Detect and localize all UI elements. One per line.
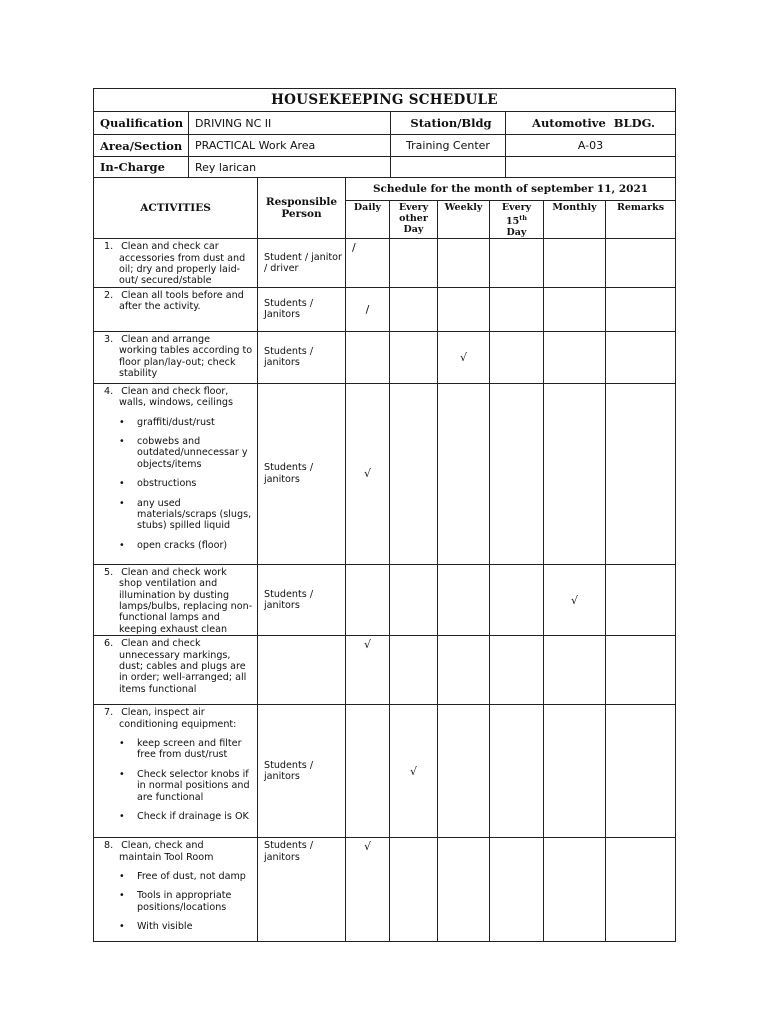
- qualification-label: Qualification: [94, 112, 189, 135]
- bullet-item: [100, 811, 253, 822]
- bullet-item: [100, 478, 253, 489]
- bullet-item: [100, 540, 253, 551]
- activity-bullets: [100, 871, 253, 933]
- schedule-mark-daily: √: [346, 838, 390, 941]
- bullet-text: With visible: [137, 921, 193, 933]
- activity-bullets: [100, 417, 253, 552]
- schedule-mark-every-other-day: [390, 287, 438, 331]
- activity-continuation: shop ventilation and illumination by dusting lamps/bulbs, replacing non-functional lamps and keeping exhaust clean: [119, 578, 253, 635]
- schedule-mark-weekly: √: [438, 331, 490, 383]
- schedule-mark-daily: √: [346, 636, 390, 705]
- col-15th-day: Day: [506, 227, 527, 239]
- activity-row: [94, 287, 676, 331]
- bullet-text: open cracks (floor): [137, 539, 228, 551]
- schedule-mark-weekly: [438, 564, 490, 635]
- center-value: Training Center: [391, 135, 506, 157]
- schedule-mark-every-15th: [490, 564, 544, 635]
- schedule-mark-monthly: [544, 239, 606, 288]
- activity-number: 2.: [104, 289, 114, 301]
- responsible-cell: Students / janitors: [258, 383, 346, 564]
- schedule-mark-daily: √: [346, 383, 390, 564]
- activity-cell: [94, 838, 258, 941]
- activity-number: 8.: [104, 840, 114, 852]
- schedule-mark-every-other-day: [390, 838, 438, 941]
- bullet-text: obstructions: [137, 478, 197, 490]
- bullet-text: any used materials/scraps (slugs, stubs) spilled liquid: [137, 497, 252, 532]
- bullet-icon: •: [119, 890, 125, 902]
- schedule-mark-monthly: [544, 838, 606, 941]
- responsible-cell: [258, 636, 346, 705]
- activity-row: [94, 239, 676, 288]
- activity-text: [100, 707, 253, 730]
- responsible-cell: Student / janitor / driver: [258, 239, 346, 288]
- schedule-mark-remarks: [606, 705, 676, 838]
- schedule-mark-every-other-day: [390, 564, 438, 635]
- schedule-mark-every-other-day: [390, 636, 438, 705]
- schedule-mark-every-other-day: [390, 239, 438, 288]
- activity-first-line: Clean, check and: [121, 840, 204, 852]
- schedule-mark-monthly: [544, 705, 606, 838]
- activity-row: [94, 564, 676, 635]
- responsible-cell: Students / janitors: [258, 564, 346, 635]
- activity-first-line: Clean, inspect air: [121, 707, 205, 719]
- schedule-mark-daily: [346, 705, 390, 838]
- activity-text: [100, 334, 253, 380]
- schedule-mark-monthly: [544, 383, 606, 564]
- activity-continuation: maintain Tool Room: [119, 851, 214, 863]
- activity-first-line: Clean and check: [121, 638, 201, 650]
- bullet-icon: •: [119, 921, 125, 933]
- schedule-mark-remarks: [606, 564, 676, 635]
- schedule-mark-daily: /: [346, 287, 390, 331]
- activity-continuation: walls, windows, ceilings: [119, 397, 233, 409]
- activity-first-line: Clean all tools before and: [121, 289, 244, 301]
- activity-cell: [94, 383, 258, 564]
- col-15th-sup: th: [519, 214, 527, 222]
- bullet-icon: •: [119, 436, 125, 447]
- bullet-item: [100, 890, 253, 913]
- activity-text: [100, 290, 253, 313]
- activity-cell: [94, 636, 258, 705]
- activity-row: [94, 331, 676, 383]
- qualification-value: DRIVING NC II: [189, 112, 391, 135]
- title-text: HOUSEKEEPING SCHEDULE: [271, 92, 498, 108]
- activity-bullets: [100, 738, 253, 822]
- schedule-mark-monthly: [544, 331, 606, 383]
- incharge-value: Rey larican: [189, 157, 391, 178]
- schedule-mark-every-15th: [490, 383, 544, 564]
- schedule-mark-weekly: [438, 636, 490, 705]
- area-value: PRACTICAL Work Area: [189, 135, 391, 157]
- activity-number: 5.: [104, 566, 114, 578]
- bullet-icon: •: [119, 738, 125, 750]
- activity-continuation: conditioning equipment:: [119, 718, 237, 730]
- schedule-table: [93, 177, 676, 942]
- col-every-15th-day: [490, 201, 544, 239]
- bullet-icon: •: [119, 811, 125, 823]
- bullet-icon: •: [119, 539, 125, 551]
- schedule-mark-remarks: [606, 838, 676, 941]
- schedule-mark-every-other-day: [390, 331, 438, 383]
- activity-number: 3.: [104, 333, 114, 345]
- activity-first-line: Clean and check work: [121, 566, 227, 578]
- activities-header: ACTIVITIES: [94, 178, 258, 239]
- schedule-mark-remarks: [606, 636, 676, 705]
- col-every-other-day: Every other Day: [390, 201, 438, 239]
- bullet-item: [100, 738, 253, 761]
- responsible-header: Responsible Person: [258, 178, 346, 239]
- bullet-text: Check selector knobs if in normal positions and are functional: [137, 768, 250, 803]
- schedule-mark-every-15th: [490, 239, 544, 288]
- schedule-mark-every-other-day: [390, 383, 438, 564]
- activity-text: [100, 241, 253, 287]
- responsible-cell: Students / janitors: [258, 705, 346, 838]
- bullet-item: [100, 436, 253, 470]
- activity-continuation: working tables according to floor plan/lay-out; check stability: [119, 345, 253, 379]
- bullet-icon: •: [119, 768, 125, 780]
- header-table: [93, 88, 676, 178]
- schedule-mark-remarks: [606, 331, 676, 383]
- schedule-mark-every-other-day: √: [390, 705, 438, 838]
- schedule-mark-weekly: [438, 838, 490, 941]
- schedule-mark-weekly: [438, 287, 490, 331]
- schedule-mark-every-15th: [490, 331, 544, 383]
- activity-row: [94, 705, 676, 838]
- activity-number: 7.: [104, 707, 114, 719]
- activity-cell: [94, 287, 258, 331]
- schedule-mark-remarks: [606, 287, 676, 331]
- bullet-item: [100, 921, 253, 932]
- incharge-label: In-Charge: [94, 157, 189, 178]
- activity-number: 1.: [104, 241, 114, 253]
- area-label: Area/Section: [94, 135, 189, 157]
- responsible-cell: Students / janitors: [258, 838, 346, 941]
- activity-cell: [94, 564, 258, 635]
- bullet-item: [100, 498, 253, 532]
- bullet-item: [100, 871, 253, 882]
- schedule-mark-remarks: [606, 239, 676, 288]
- activity-text: [100, 638, 253, 695]
- room-value: A-03: [506, 135, 676, 157]
- activity-cell: [94, 331, 258, 383]
- schedule-mark-monthly: [544, 636, 606, 705]
- col-remarks: Remarks: [606, 201, 676, 239]
- activity-continuation: after the activity.: [119, 301, 201, 313]
- station-label: Station/Bldg: [391, 112, 506, 135]
- schedule-mark-daily: [346, 331, 390, 383]
- activity-text: [100, 567, 253, 635]
- activity-text: [100, 840, 253, 863]
- responsible-cell: Students / Janitors: [258, 287, 346, 331]
- responsible-cell: Students / janitors: [258, 331, 346, 383]
- schedule-mark-daily: [346, 564, 390, 635]
- schedule-mark-monthly: [544, 287, 606, 331]
- bullet-item: [100, 769, 253, 803]
- activity-continuation: unnecessary markings, dust; cables and plugs are in order; well-arranged; all items functional: [119, 649, 247, 695]
- schedule-mark-weekly: [438, 705, 490, 838]
- schedule-mark-weekly: [438, 239, 490, 288]
- col-15th-text: Every 15: [501, 202, 532, 228]
- schedule-mark-monthly: √: [544, 564, 606, 635]
- empty-cell: [506, 157, 676, 178]
- station-value: Automotive BLDG.: [506, 112, 676, 135]
- activity-first-line: Clean and check floor,: [121, 385, 229, 397]
- bullet-text: Tools in appropriate positions/locations: [137, 890, 232, 913]
- col-daily: Daily: [346, 201, 390, 239]
- schedule-mark-daily: /: [346, 239, 390, 288]
- activity-row: [94, 383, 676, 564]
- schedule-mark-remarks: [606, 383, 676, 564]
- bullet-text: graffiti/dust/rust: [137, 416, 215, 428]
- activity-text: [100, 386, 253, 409]
- activity-first-line: Clean and arrange: [121, 333, 210, 345]
- bullet-text: Free of dust, not damp: [137, 871, 246, 883]
- activity-row: [94, 838, 676, 941]
- schedule-mark-weekly: [438, 383, 490, 564]
- document-title: [94, 89, 676, 112]
- activity-continuation: accessories from dust and oil; dry and properly laid-out/ secured/stable: [119, 252, 246, 287]
- activity-cell: [94, 239, 258, 288]
- bullet-item: [100, 417, 253, 428]
- schedule-header: Schedule for the month of september 11, 2021: [346, 178, 676, 201]
- bullet-icon: •: [119, 416, 125, 428]
- schedule-mark-every-15th: [490, 838, 544, 941]
- col-monthly: Monthly: [544, 201, 606, 239]
- activity-first-line: Clean and check car: [121, 241, 219, 253]
- bullet-icon: •: [119, 478, 125, 490]
- empty-cell: [391, 157, 506, 178]
- activity-number: 6.: [104, 638, 114, 650]
- activity-number: 4.: [104, 385, 114, 397]
- schedule-mark-every-15th: [490, 705, 544, 838]
- schedule-mark-every-15th: [490, 636, 544, 705]
- bullet-text: keep screen and filter free from dust/rust: [137, 738, 242, 761]
- bullet-icon: •: [119, 871, 125, 883]
- col-weekly: Weekly: [438, 201, 490, 239]
- bullet-icon: •: [119, 497, 125, 509]
- activity-row: [94, 636, 676, 705]
- schedule-mark-every-15th: [490, 287, 544, 331]
- activity-cell: [94, 705, 258, 838]
- bullet-text: cobwebs and outdated/unnecessar y objects/items: [137, 436, 248, 470]
- bullet-text: Check if drainage is OK: [137, 811, 249, 823]
